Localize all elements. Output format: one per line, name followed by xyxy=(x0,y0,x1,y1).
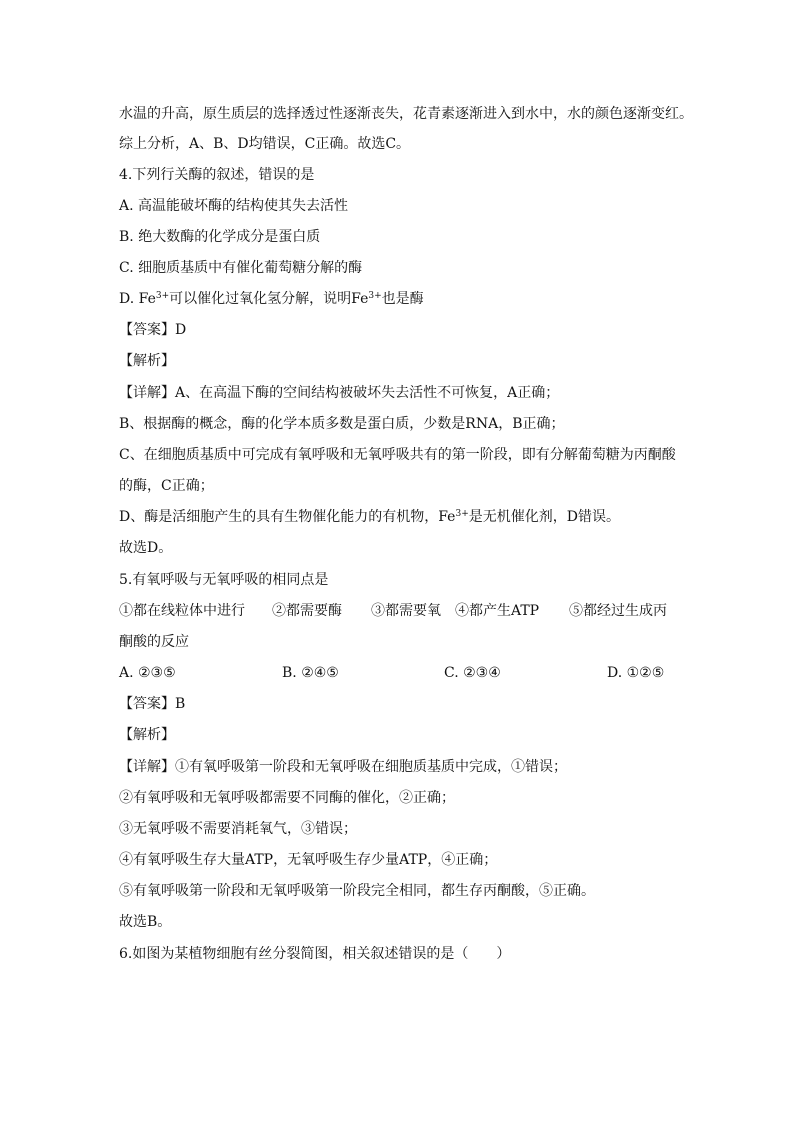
statement-3: ③都需要氧 xyxy=(371,603,441,619)
statement-1: ①都在线粒体中进行 xyxy=(119,603,245,619)
text-run: 可以催化过氧化氢分解，说明Fe xyxy=(169,291,369,307)
option-d: D. ①②⑤ xyxy=(607,665,665,681)
text-run: 是无机催化剂，D错误。 xyxy=(468,509,620,525)
superscript: 3+ xyxy=(368,291,382,301)
option-b: B. ②④⑤ xyxy=(282,665,339,681)
explanation-line: ③无氧呼吸不需要消耗氧气，③错误； xyxy=(119,821,357,837)
analysis-label: 【解析】 xyxy=(119,353,175,369)
question-4-option-a: A. 高温能破坏酶的结构使其失去活性 xyxy=(119,198,349,214)
paragraph-line: 水温的升高，原生质层的选择透过性逐渐丧失，花青素逐渐进入到水中，水的颜色逐渐变红。 xyxy=(119,106,693,122)
explanation-line: ⑤有氧呼吸第一阶段和无氧呼吸第一阶段完全相同，都生存丙酮酸，⑤正确。 xyxy=(119,883,595,899)
answer-label: 【答案】B xyxy=(119,696,186,712)
explanation-line: ④有氧呼吸生存大量ATP，无氧呼吸生存少量ATP，④正确； xyxy=(119,852,498,868)
question-5-statements xyxy=(119,601,679,621)
answer-label: 【答案】D xyxy=(119,322,187,338)
question-4-stem: 4.下列行关酶的叙述，错误的是 xyxy=(119,167,315,183)
text-run: D. Fe xyxy=(119,291,156,307)
statement-5-continued: 酮酸的反应 xyxy=(119,634,189,650)
superscript: 3+ xyxy=(455,509,469,519)
question-4-option-c: C. 细胞质基质中有催化葡萄糖分解的酶 xyxy=(119,260,363,276)
explanation-line: C、在细胞质基质中可完成有氧呼吸和无氧呼吸共有的第一阶段，即有分解葡萄糖为丙酮酸 xyxy=(119,447,676,463)
question-6-stem: 6.如图为某植物细胞有丝分裂简图，相关叙述错误的是（ ） xyxy=(119,946,511,962)
text-run: D、酶是活细胞产生的具有生物催化能力的有机物，Fe xyxy=(119,509,456,525)
analysis-label: 【解析】 xyxy=(119,727,175,743)
option-c: C. ②③④ xyxy=(444,665,501,681)
explanation-line: 的酶，C正确； xyxy=(119,478,214,494)
statement-4: ④都产生ATP xyxy=(455,603,540,619)
question-4-option-d xyxy=(119,289,424,309)
conclusion-line: 故选B。 xyxy=(119,914,172,930)
explanation-line xyxy=(119,507,620,527)
text-run: 也是酶 xyxy=(381,291,424,307)
explanation-line: ②有氧呼吸和无氧呼吸都需要不同酶的催化，②正确； xyxy=(119,790,455,806)
explanation-line: 【详解】A、在高温下酶的空间结构被破坏失去活性不可恢复，A正确； xyxy=(119,385,560,401)
statement-5: ⑤都经过生成丙 xyxy=(569,603,667,619)
explanation-line: 【详解】①有氧呼吸第一阶段和无氧呼吸在细胞质基质中完成，①错误； xyxy=(119,759,567,775)
question-5-options xyxy=(119,663,679,683)
paragraph-line: 综上分析，A、B、D均错误，C正确。故选C。 xyxy=(119,136,411,152)
statement-2: ②都需要酶 xyxy=(272,603,342,619)
question-5-stem: 5.有氧呼吸与无氧呼吸的相同点是 xyxy=(119,572,329,588)
question-4-option-b: B. 绝大数酶的化学成分是蛋白质 xyxy=(119,229,321,245)
explanation-line: B、根据酶的概念，酶的化学本质多数是蛋白质，少数是RNA，B正确； xyxy=(119,416,565,432)
superscript: 3+ xyxy=(155,291,170,301)
conclusion-line: 故选D。 xyxy=(119,540,173,556)
option-a: A. ②③⑤ xyxy=(119,665,176,681)
